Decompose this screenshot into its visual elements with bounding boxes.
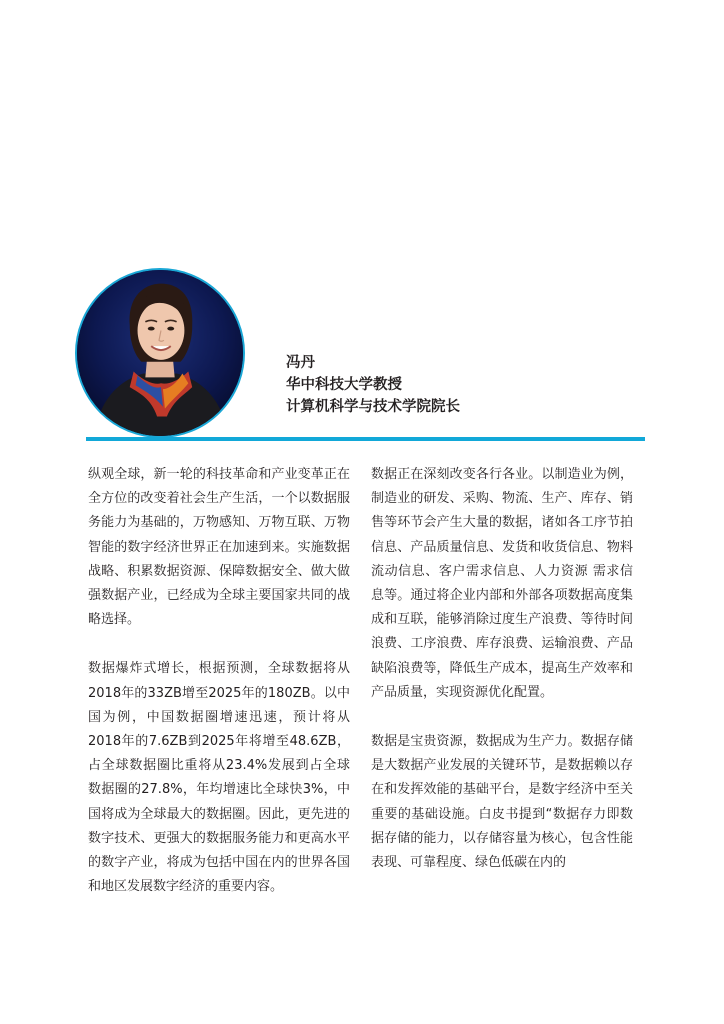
paragraph: 纵观全球，新一轮的科技革命和产业变革正在全方位的改变着社会生产生活，一个以数据服务能力为基础的，万物感知、万物互联、万物智能的数字经济世界正在加速到来。实施数据战略、积累数据资源、保障数据安全、做大做强数据产业，已经成为全球主要国家共同的战略选择。 [88,467,350,628]
paragraph: 数据爆炸式增长，根据预测，全球数据将从2018年的33ZB增至2025年的180ZB。以中国为例，中国数据圈增速迅速，预计将从2018年的7.6ZB到2025年将增至48.6ZB，占全球数据圈比重将从23.4%发展到占全球数据圈的27.8%，年均增速比全球快3%，中国将成为全球最大的数据圈。因此，更先进的数字技术、更强大的数据服务能力和更高水平的数字产业，将成为包括中国在内的世界各国和地区发展数字经济的重要内容。 [88,661,350,895]
right-column [371,463,633,900]
author-photo-illustration [77,270,243,436]
author-info [286,352,460,418]
section-divider [86,437,645,441]
author-name: 冯丹 [286,355,315,371]
author-portrait [75,268,245,438]
author-title: 华中科技大学教授 [286,377,402,393]
paragraph: 数据是宝贵资源，数据成为生产力。数据存储是大数据产业发展的关键环节，是数据赖以存在和发挥效能的基础平台，是数字经济中至关重要的基础设施。白皮书提到“数据存力即数据存储的能力，以存储容量为核心，包含性能表现、可靠程度、绿色低碳在内的 [371,734,633,871]
author-position: 计算机科学与技术学院院长 [286,399,460,415]
paragraph: 数据正在深刻改变各行各业。以制造业为例，制造业的研发、采购、物流、生产、库存、销售等环节会产生大量的数据，诸如各工序节拍信息、产品质量信息、发货和收货信息、物料流动信息、客户需求信息、人力资源 需求信息等。通过将企业内部和外部各项数据高度集成和互联，能够消除过度生产浪费、等待时间浪费、工序浪费、库存浪费、运输浪费、产品缺陷浪费等，降低生产成本，提高生产效率和产品质量，实现资源优化配置。 [371,467,633,700]
left-column [88,463,350,924]
